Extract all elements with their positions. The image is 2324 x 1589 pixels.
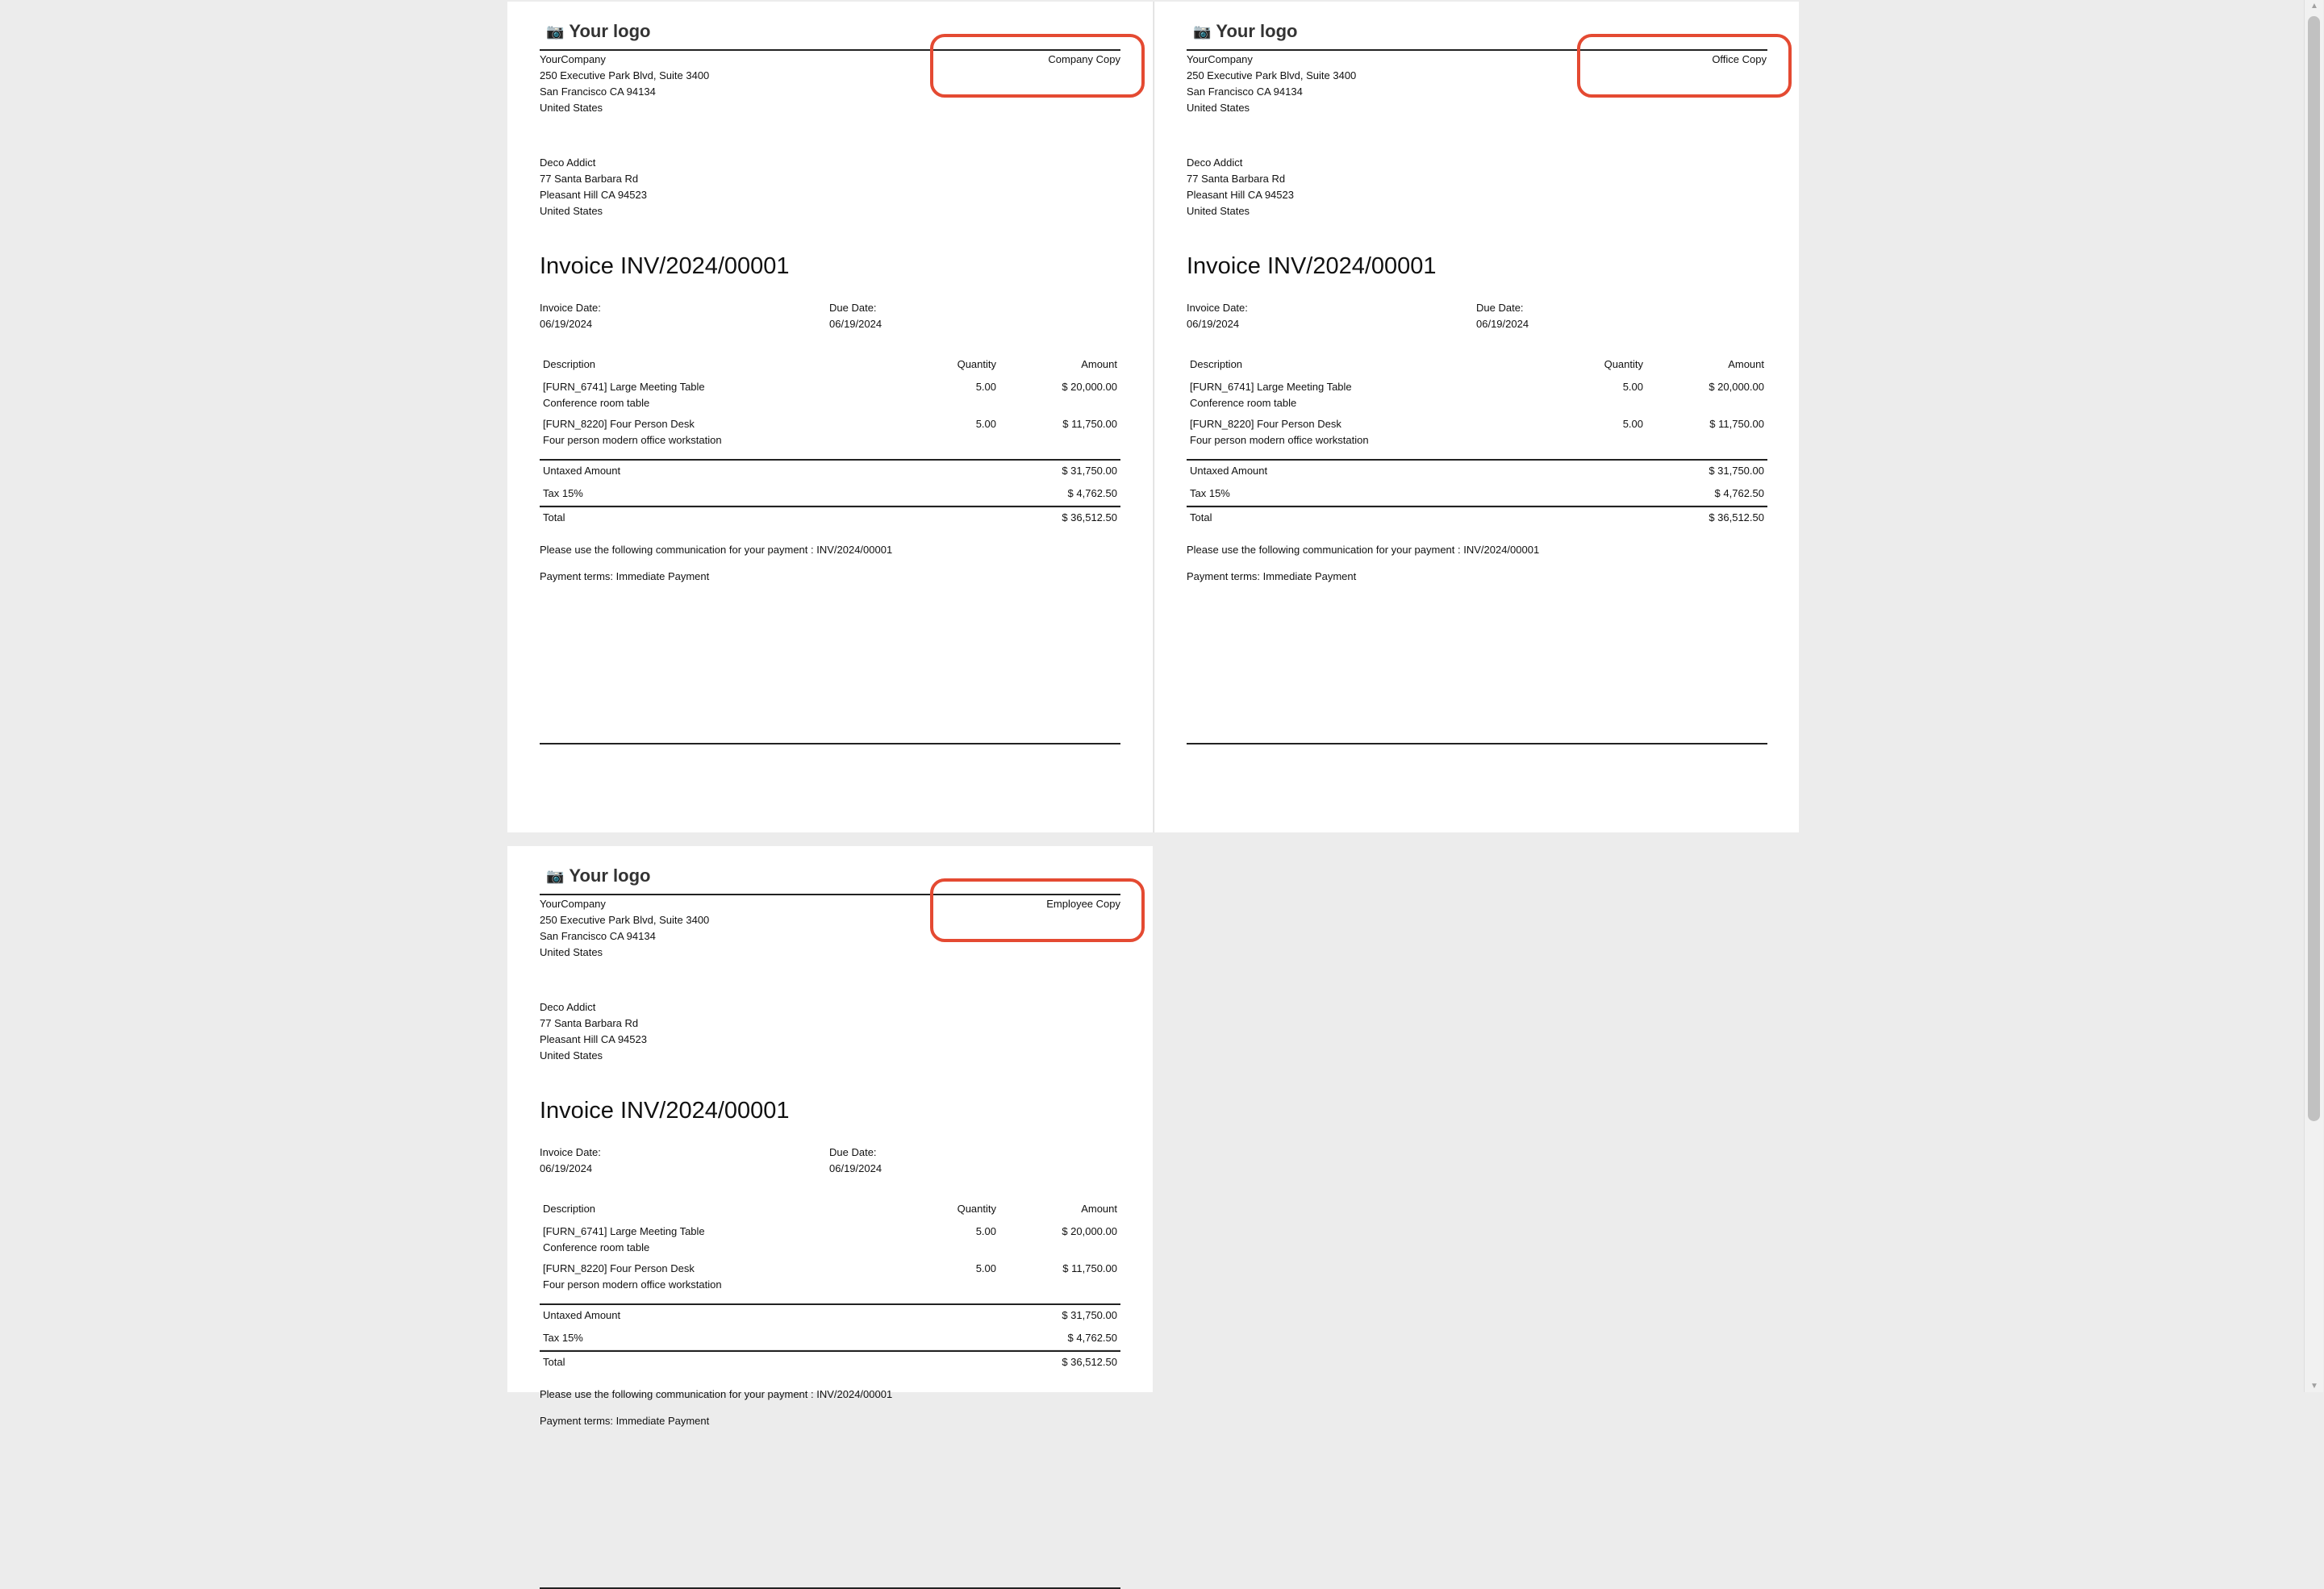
due-date-label: Due Date:	[829, 302, 877, 314]
customer-country: United States	[540, 1049, 603, 1061]
customer-street: 77 Santa Barbara Rd	[540, 173, 639, 185]
scroll-down-arrow-icon[interactable]: ▼	[2310, 1382, 2318, 1391]
total-label: Total	[1190, 511, 1212, 523]
customer-address	[1187, 155, 1294, 219]
header-amount: Amount	[1081, 1203, 1117, 1215]
invoice-date-label: Invoice Date:	[540, 302, 601, 314]
company-country: United States	[540, 102, 603, 114]
company-logo	[546, 865, 650, 886]
table-header	[540, 357, 1120, 379]
total-row	[540, 506, 1120, 528]
line-note: Four person modern office workstation	[543, 434, 722, 446]
line-product: [FURN_6741] Large Meeting Table	[543, 1225, 705, 1237]
line-description	[1190, 379, 1352, 411]
company-street: 250 Executive Park Blvd, Suite 3400	[540, 914, 710, 926]
invoice-lines-table	[540, 357, 1120, 453]
header-quantity: Quantity	[957, 358, 996, 370]
due-date-block	[829, 1145, 882, 1177]
due-date-block	[1476, 300, 1529, 332]
logo-text: Your logo	[569, 21, 651, 41]
line-note: Conference room table	[543, 397, 650, 409]
customer-name: Deco Addict	[540, 156, 596, 169]
line-amount: $ 20,000.00	[1709, 381, 1764, 393]
untaxed-row	[540, 461, 1120, 483]
line-product: [FURN_6741] Large Meeting Table	[1190, 381, 1352, 393]
tax-row	[1187, 483, 1767, 506]
line-amount: $ 11,750.00	[1709, 418, 1764, 430]
copy-label: Employee Copy	[1046, 898, 1120, 910]
total-row	[540, 1350, 1120, 1373]
invoice-title: Invoice INV/2024/00001	[1187, 253, 1437, 279]
company-logo	[546, 21, 650, 42]
invoice-date-block	[540, 300, 601, 332]
line-description	[543, 416, 722, 448]
total-value: $ 36,512.50	[1062, 511, 1117, 523]
totals-table	[540, 1303, 1120, 1373]
table-row	[540, 416, 1120, 453]
untaxed-row	[1187, 461, 1767, 483]
invoice-date-block	[540, 1145, 601, 1177]
header-description: Description	[543, 1203, 596, 1215]
table-header	[540, 1201, 1120, 1224]
line-amount: $ 11,750.00	[1062, 418, 1117, 430]
camera-icon: 📷	[1193, 23, 1212, 40]
payment-terms: Payment terms: Immediate Payment	[540, 1415, 710, 1427]
line-description	[543, 1224, 705, 1256]
company-address	[540, 52, 709, 116]
table-row	[540, 379, 1120, 416]
company-name: YourCompany	[540, 898, 606, 910]
invoice-date-value: 06/19/2024	[540, 318, 593, 330]
table-row	[1187, 379, 1767, 416]
due-date-value: 06/19/2024	[829, 1162, 882, 1174]
total-label: Total	[543, 511, 565, 523]
line-amount: $ 20,000.00	[1062, 381, 1117, 393]
company-city: San Francisco CA 94134	[1187, 85, 1303, 98]
copy-label-highlight	[1577, 34, 1792, 98]
table-row	[540, 1224, 1120, 1261]
tax-label: Tax 15%	[543, 1332, 583, 1344]
invoice-page-office-copy	[1154, 2, 1799, 832]
tax-row	[540, 483, 1120, 506]
logo-text: Your logo	[569, 865, 651, 886]
payment-communication: Please use the following communication for your payment : INV/2024/00001	[540, 544, 893, 556]
footer-divider	[1187, 743, 1767, 744]
customer-street: 77 Santa Barbara Rd	[1187, 173, 1286, 185]
header-quantity: Quantity	[957, 1203, 996, 1215]
company-country: United States	[540, 946, 603, 958]
totals-table	[1187, 459, 1767, 528]
payment-terms: Payment terms: Immediate Payment	[540, 570, 710, 582]
line-quantity: 5.00	[1622, 418, 1643, 430]
table-row	[540, 1261, 1120, 1298]
invoice-date-value: 06/19/2024	[540, 1162, 593, 1174]
tax-row	[540, 1328, 1120, 1350]
invoice-page-employee-copy	[507, 846, 1153, 1427]
total-row	[1187, 506, 1767, 528]
untaxed-label: Untaxed Amount	[543, 465, 621, 477]
header-amount: Amount	[1728, 358, 1764, 370]
customer-street: 77 Santa Barbara Rd	[540, 1017, 639, 1029]
untaxed-row	[540, 1305, 1120, 1328]
due-date-block	[829, 300, 882, 332]
due-date-value: 06/19/2024	[829, 318, 882, 330]
header-description: Description	[1190, 358, 1243, 370]
total-label: Total	[543, 1356, 565, 1368]
header-description: Description	[543, 358, 596, 370]
invoice-title: Invoice INV/2024/00001	[540, 253, 790, 279]
payment-communication: Please use the following communication for your payment : INV/2024/00001	[540, 1388, 893, 1400]
customer-country: United States	[540, 205, 603, 217]
company-street: 250 Executive Park Blvd, Suite 3400	[540, 69, 710, 81]
untaxed-value: $ 31,750.00	[1062, 1309, 1117, 1321]
line-note: Conference room table	[1190, 397, 1297, 409]
total-value: $ 36,512.50	[1062, 1356, 1117, 1368]
invoice-date-block	[1187, 300, 1248, 332]
customer-country: United States	[1187, 205, 1250, 217]
line-description	[1190, 416, 1369, 448]
header-quantity: Quantity	[1604, 358, 1643, 370]
header-amount: Amount	[1081, 358, 1117, 370]
invoice-page-company-copy	[507, 2, 1153, 832]
company-street: 250 Executive Park Blvd, Suite 3400	[1187, 69, 1357, 81]
total-value: $ 36,512.50	[1709, 511, 1764, 523]
line-product: [FURN_8220] Four Person Desk	[543, 418, 695, 430]
company-city: San Francisco CA 94134	[540, 85, 656, 98]
untaxed-label: Untaxed Amount	[543, 1309, 621, 1321]
invoice-lines-table	[1187, 357, 1767, 453]
table-header	[1187, 357, 1767, 379]
camera-icon: 📷	[546, 23, 565, 40]
company-logo	[1193, 21, 1297, 42]
copy-label-highlight	[930, 34, 1145, 98]
totals-table	[540, 459, 1120, 528]
customer-address	[540, 999, 647, 1064]
customer-city: Pleasant Hill CA 94523	[540, 1033, 647, 1045]
customer-name: Deco Addict	[540, 1001, 596, 1013]
payment-communication: Please use the following communication for your payment : INV/2024/00001	[1187, 544, 1540, 556]
due-date-label: Due Date:	[829, 1146, 877, 1158]
due-date-label: Due Date:	[1476, 302, 1524, 314]
tax-value: $ 4,762.50	[1714, 487, 1764, 499]
invoice-lines-table	[540, 1201, 1120, 1298]
copy-label: Company Copy	[1048, 53, 1120, 65]
line-description	[543, 1261, 722, 1293]
company-city: San Francisco CA 94134	[540, 930, 656, 942]
invoice-title: Invoice INV/2024/00001	[540, 1098, 790, 1124]
invoice-date-label: Invoice Date:	[540, 1146, 601, 1158]
customer-address	[540, 155, 647, 219]
scroll-up-arrow-icon[interactable]: ▲	[2310, 2, 2318, 10]
line-amount: $ 11,750.00	[1062, 1262, 1117, 1274]
company-address	[1187, 52, 1356, 116]
line-product: [FURN_8220] Four Person Desk	[1190, 418, 1341, 430]
line-quantity: 5.00	[975, 418, 996, 430]
invoice-date-value: 06/19/2024	[1187, 318, 1240, 330]
line-quantity: 5.00	[975, 1262, 996, 1274]
company-country: United States	[1187, 102, 1250, 114]
untaxed-value: $ 31,750.00	[1709, 465, 1764, 477]
invoice-date-label: Invoice Date:	[1187, 302, 1248, 314]
payment-terms: Payment terms: Immediate Payment	[1187, 570, 1357, 582]
untaxed-label: Untaxed Amount	[1190, 465, 1268, 477]
line-amount: $ 20,000.00	[1062, 1225, 1117, 1237]
vertical-scrollbar[interactable]	[2304, 0, 2323, 1392]
table-row	[1187, 416, 1767, 453]
tax-label: Tax 15%	[1190, 487, 1230, 499]
scrollbar-thumb[interactable]	[2308, 16, 2320, 1121]
line-quantity: 5.00	[975, 1225, 996, 1237]
company-address	[540, 896, 709, 961]
copy-label: Office Copy	[1712, 53, 1767, 65]
untaxed-value: $ 31,750.00	[1062, 465, 1117, 477]
line-description	[543, 379, 705, 411]
tax-value: $ 4,762.50	[1067, 487, 1117, 499]
logo-text: Your logo	[1216, 21, 1298, 41]
company-name: YourCompany	[1187, 53, 1253, 65]
line-product: [FURN_8220] Four Person Desk	[543, 1262, 695, 1274]
customer-name: Deco Addict	[1187, 156, 1243, 169]
tax-label: Tax 15%	[543, 487, 583, 499]
line-product: [FURN_6741] Large Meeting Table	[543, 381, 705, 393]
tax-value: $ 4,762.50	[1067, 1332, 1117, 1344]
line-quantity: 5.00	[975, 381, 996, 393]
line-note: Conference room table	[543, 1241, 650, 1253]
camera-icon: 📷	[546, 867, 565, 884]
copy-label-highlight	[930, 878, 1145, 942]
footer-divider	[540, 743, 1120, 744]
customer-city: Pleasant Hill CA 94523	[540, 189, 647, 201]
company-name: YourCompany	[540, 53, 606, 65]
line-note: Four person modern office workstation	[543, 1278, 722, 1291]
customer-city: Pleasant Hill CA 94523	[1187, 189, 1294, 201]
line-note: Four person modern office workstation	[1190, 434, 1369, 446]
due-date-value: 06/19/2024	[1476, 318, 1529, 330]
line-quantity: 5.00	[1622, 381, 1643, 393]
